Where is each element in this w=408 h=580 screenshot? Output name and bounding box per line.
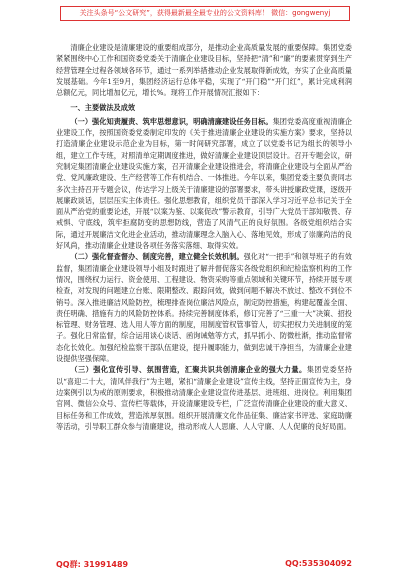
page-footer bbox=[56, 559, 352, 570]
item-2-heading: （二）强化督查督办、制度完善，建立健全长效机制。 bbox=[70, 252, 244, 262]
section-title: 一、主要做法及成效 bbox=[70, 103, 136, 113]
qq-contact-label: QQ:535304092 bbox=[285, 559, 352, 568]
item-3-paragraph bbox=[56, 364, 352, 432]
top-banner: 关注头条号“公文研究”，获得最新最全最专业的公文资料库！ 微信：gongwenyj bbox=[60, 6, 350, 21]
item-3-heading: （三）强化宣传引导、氛围营造，汇聚共识共创清廉企业的强大力量。 bbox=[70, 365, 307, 375]
item-1-heading: （一）强化知责履责、筑牢思想意识，明确清廉建设任务目标。 bbox=[70, 116, 273, 126]
item-2-paragraph bbox=[56, 251, 352, 364]
item-3-body: 集团党委坚持以“喜迎二十大，清风伴我行”为主题，紧扣“清廉企业建设”宣传主线，坚持正面宣传为主，身边案例引以为戒的原则要求，积极推动清廉企业建设宣传进基层、进班组、进岗位。利用集团官网、微信公众号、宣传栏等载体，开设清廉建设专栏，广泛宣传清廉企业建设的重大意义、目标任务和工作成效，营造浓厚氛围。组织开展清廉文化作品征集、廉洁家书评选、家庭助廉等活动，引导职工群众参与清廉建设，推动形成人人思廉、人人守廉、人人促廉的良好局面。 bbox=[56, 365, 352, 431]
qq-group-label: QQ群: 31991489 bbox=[56, 560, 129, 569]
intro-paragraph: 清廉企业建设是清廉建设的重要组成部分，是推动企业高质量发展的重要保障。集团党委紧紧围绕中心工作和国资委党委关于清廉企业建设目标，坚持把“清”和“廉”的要素贯穿到生产经营管理全过程各领域各环节，通过一系列举措推动企业发展取得新成效，夯实了企业高质量发展基础。今年1至9月，集团经济运行总体平稳，实现了“开门稳”“开门红”，累计完成利润总额亿元，同比增加亿元，增长%。现将工作开展情况汇报如下： bbox=[56, 43, 352, 98]
item-2-body: 强化对“一把手”和领导班子的有效监督，集团清廉企业建设领导小组及时跟进了解并督促落实各级党组织和纪检监察机构的工作情况，围绕权力运行、资金使用、工程建设、物资采购等重点领域和关键环节，持续开展专项检查，对发现的问题建立台账、限期整改、跟踪问效，做到问题不解决不放过、整改不到位不销号。深入推进廉洁风险防控，梳理排查岗位廉洁风险点，制定防控措施，构建起覆盖全面、责任明确、措施有力的风险防控体系。持续完善制度体系，修订完善了“三重一大”决策、招投标管理、财务管理、选人用人等方面的制度，用制度管权管事管人，切实把权力关进制度的笼子。强化日常监督，综合运用谈心谈话、函询诫勉等方式，抓早抓小、防微杜渐，推动监督常态化长效化。加强纪检监察干部队伍建设，提升履职能力，做到忠诚干净担当，为清廉企业建设提供坚强保障。 bbox=[56, 252, 352, 364]
item-1-body: 集团党委高度重视清廉企业建设工作，按照国资委党委制定印发的《关于推进清廉企业建设的实施方案》要求，坚持以打造清廉企业建设示范企业为目标，第一时间研究部署，成立了以党委书记为组长的领导小组，建立工作专班，对照清单定期调度推进，做好清廉企业建设顶层设计。召开专题会议，研究制定集团清廉企业建设实施方案，召开清廉企业建设推进会，将清廉企业建设与全面从严治党、党风廉政建设、生产经营等工作有机结合、一体推进。今年以来，集团党委主要负责同志多次主持召开专题会议，传达学习上级关于清廉建设的部署要求，带头讲授廉政党课，逐级开展廉政谈话，层层压实主体责任。强化思想教育，组织党员干部深入学习习近平总书记关于全面从严治党的重要论述，开展“以案为鉴、以案促改”警示教育，引导广大党员干部知敬畏、存戒惧、守底线，筑牢拒腐防变的思想防线，营造了风清气正的良好氛围。各级党组织结合实际，通过开展廉洁文化进企业活动，推动清廉理念入脑入心、落地见效，形成了崇廉尚洁的良好风尚，推动清廉企业建设各项任务落实落细、取得实效。 bbox=[56, 116, 352, 251]
item-1-paragraph bbox=[56, 116, 352, 252]
document-body bbox=[56, 42, 352, 432]
